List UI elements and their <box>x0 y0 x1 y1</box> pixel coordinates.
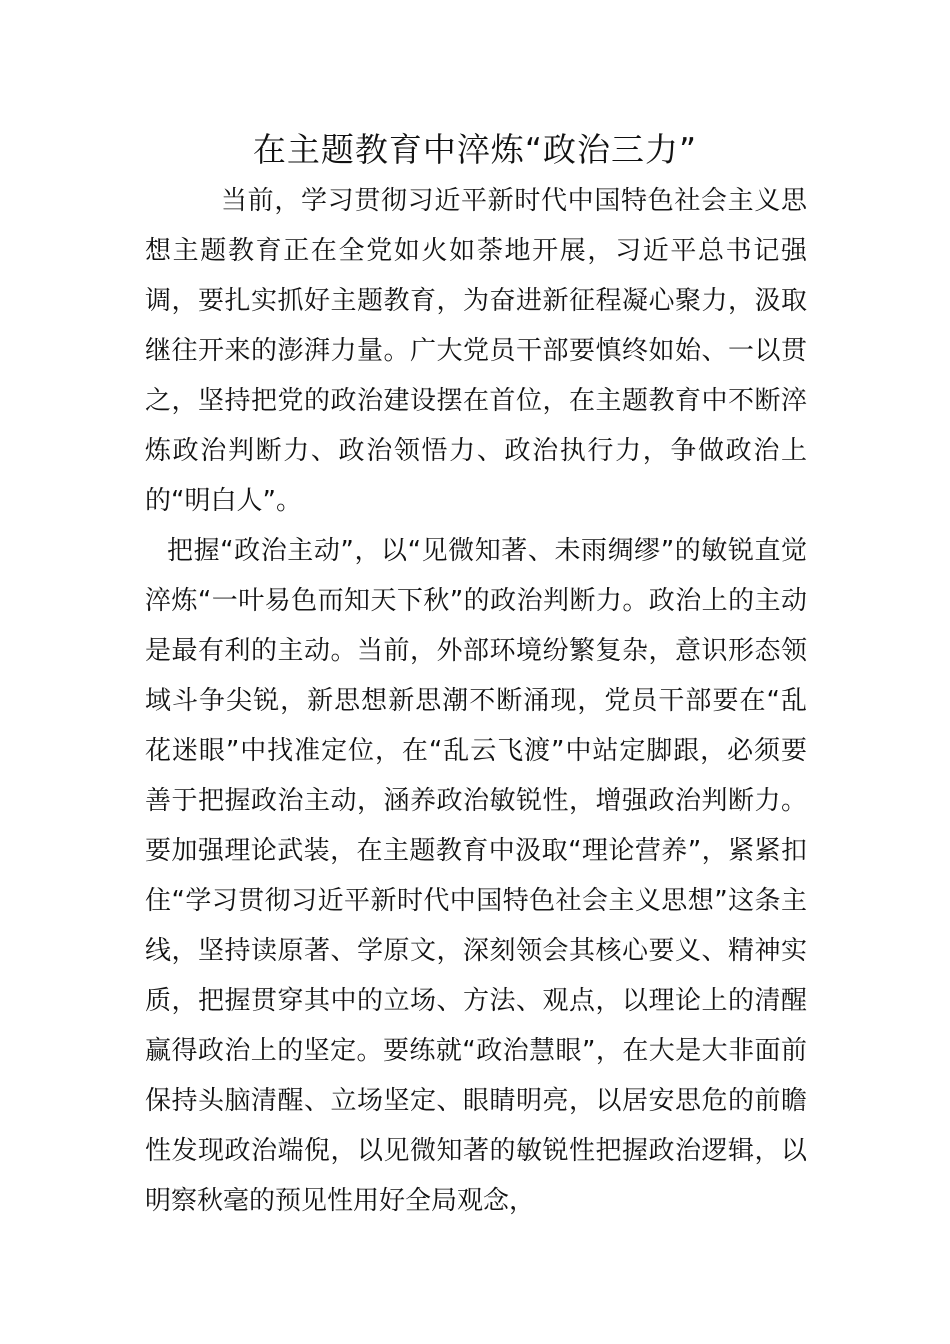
paragraph-intro: 当前，学习贯彻习近平新时代中国特色社会主义思想主题教育正在全党如火如荼地开展，习近平总书记强调，要扎实抓好主题教育，为奋进新征程凝心聚力，汲取继往开来的澎湃力量。广大党员干部要慎终如始、一以贯之，坚持把党的政治建设摆在首位，在主题教育中不断淬炼政治判断力、政治领悟力、政治执行力，争做政治上的“明白人”。 <box>145 186 807 516</box>
paragraph-political-judgment: 把握“政治主动”，以“见微知著、未雨绸缪”的敏锐直觉淬炼“一叶易色而知天下秋”的政治判断力。政治上的主动是最有利的主动。当前，外部环境纷繁复杂，意识形态领域斗争尖锐，新思想新思潮不断涌现，党员干部要在“乱花迷眼”中找准定位，在“乱云飞渡”中站定脚跟，必须要善于把握政治主动，涵养政治敏锐性，增强政治判断力。要加强理论武装，在主题教育中汲取“理论营养”，紧紧扣住“学习贯彻习近平新时代中国特色社会主义思想”这条主线，坚持读原著、学原文，深刻领会其核心要义、精神实质，把握贯穿其中的立场、方法、观点，以理论上的清醒赢得政治上的坚定。要练就“政治慧眼”，在大是大非面前保持头脑清醒、立场坚定、眼睛明亮，以居安思危的前瞻性发现政治端倪，以见微知著的敏锐性把握政治逻辑，以明察秋毫的预见性用好全局观念， <box>145 536 807 1216</box>
document-title: 在主题教育中淬炼“政治三力” <box>252 130 698 169</box>
document-body <box>145 176 807 1226</box>
